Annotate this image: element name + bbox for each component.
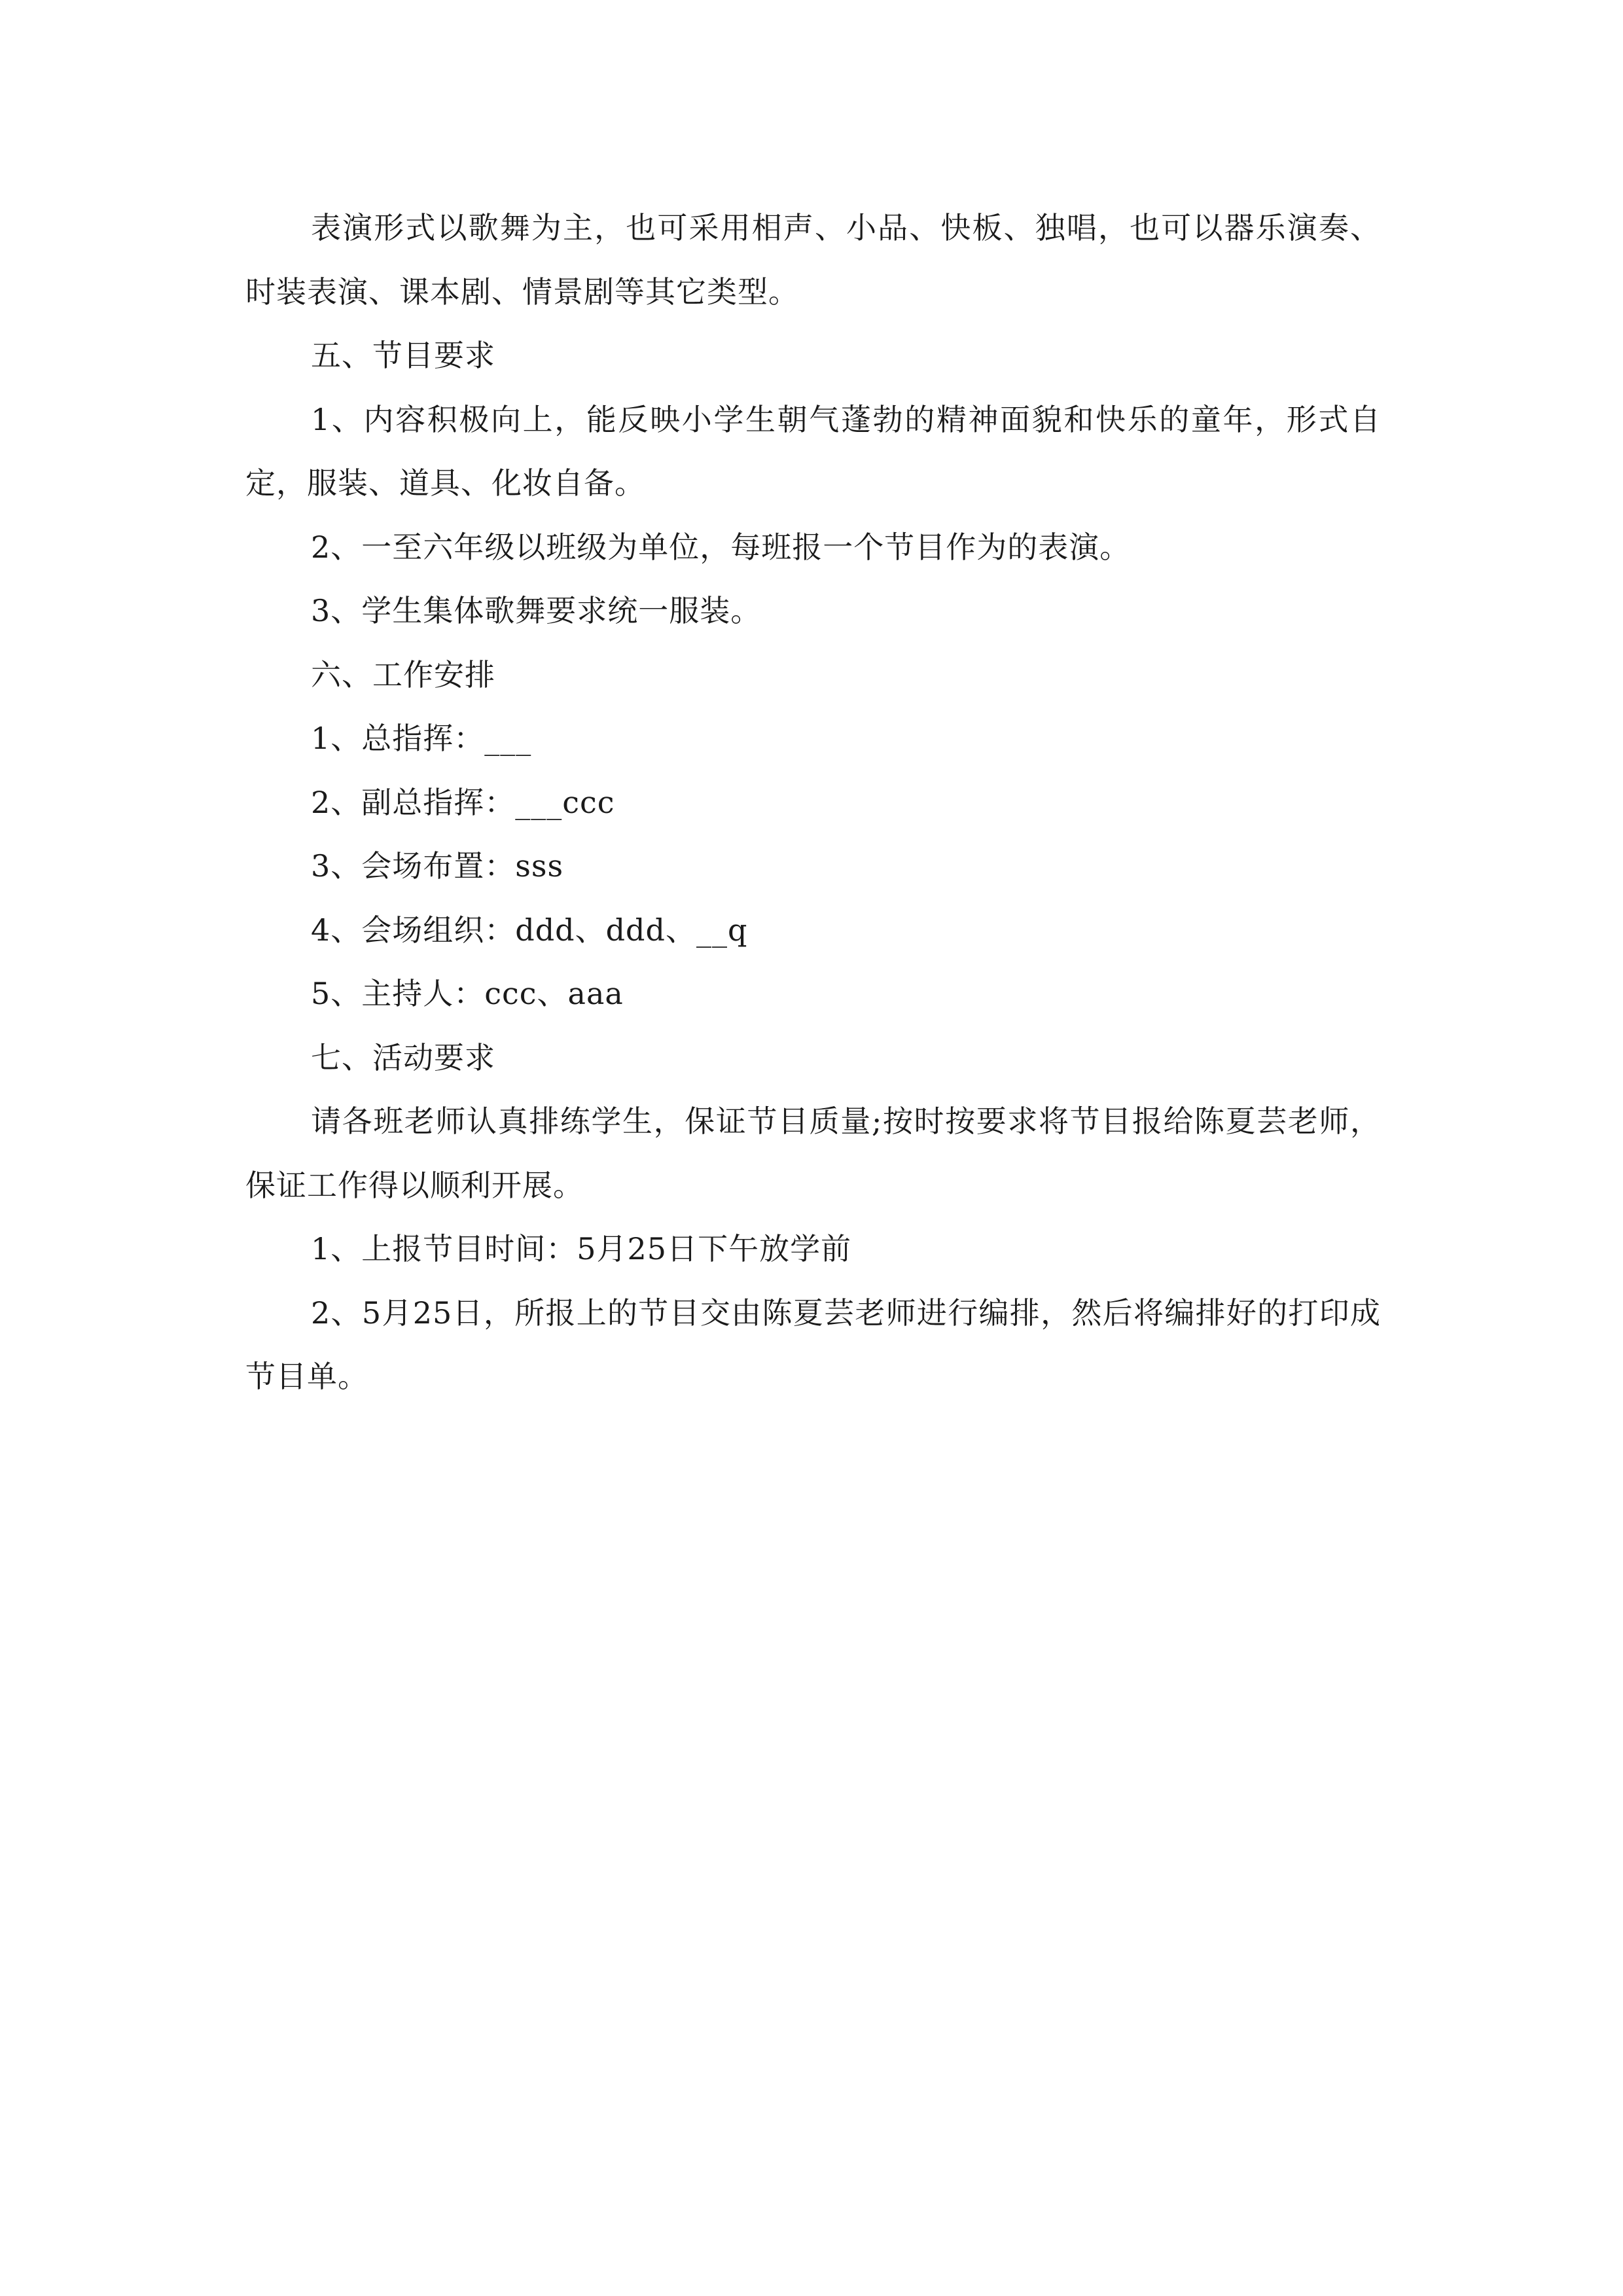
paragraph-requirement-2: 2、一至六年级以班级为单位，每班报一个节目作为的表演。 bbox=[311, 529, 1131, 565]
paragraph-teacher-instructions: 请各班老师认真排练学生，保证节目质量;按时按要求将节目报给陈夏芸老师，保证工作得以顺利开展。 bbox=[245, 1103, 1381, 1203]
paragraph-commander: 1、总指挥：___ bbox=[311, 721, 532, 756]
paragraph-requirement-1: 1、内容积极向上，能反映小学生朝气蓬勃的精神面貌和快乐的童年，形式自定，服装、道具、化妆自备。 bbox=[245, 401, 1381, 501]
paragraph-submission-time: 1、上报节目时间：5月25日下午放学前 bbox=[311, 1231, 852, 1266]
paragraph-program-arrangement: 2、5月25日，所报上的节目交由陈夏芸老师进行编排，然后将编排好的打印成节目单。 bbox=[245, 1295, 1381, 1394]
paragraph-venue-organization: 4、会场组织：ddd、ddd、__q bbox=[311, 912, 748, 948]
paragraph-venue-setup: 3、会场布置：sss bbox=[311, 848, 564, 884]
paragraph-deputy-commander: 2、副总指挥：___ccc bbox=[311, 784, 615, 820]
heading-work-arrangement: 六、工作安排 bbox=[311, 656, 495, 692]
paragraph-requirement-3: 3、学生集体歌舞要求统一服装。 bbox=[311, 593, 762, 628]
heading-activity-requirements: 七、活动要求 bbox=[311, 1039, 495, 1075]
paragraph-performance-forms: 表演形式以歌舞为主，也可采用相声、小品、快板、独唱，也可以器乐演奏、时装表演、课本剧、情景剧等其它类型。 bbox=[245, 210, 1381, 310]
document-body bbox=[245, 196, 1381, 1409]
paragraph-hosts: 5、主持人：ccc、aaa bbox=[311, 976, 624, 1011]
heading-program-requirements: 五、节目要求 bbox=[311, 338, 495, 373]
